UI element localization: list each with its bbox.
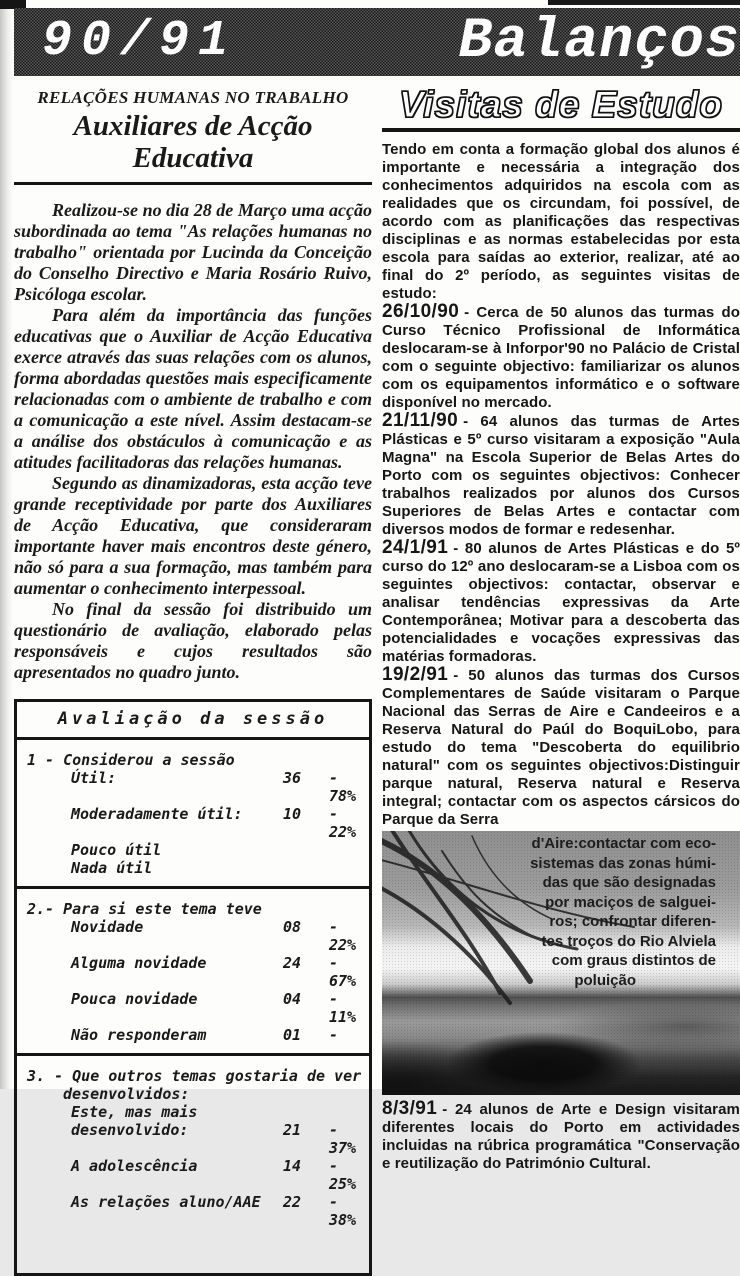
table-row [27, 805, 363, 841]
survey-section-1 [17, 740, 369, 889]
answer-percent [329, 841, 363, 859]
answer-label: A adolescência [71, 1156, 198, 1175]
masthead-year: 90/91 [42, 13, 238, 70]
left-article-column [14, 88, 372, 1276]
masthead-bar [14, 8, 740, 76]
article-paragraph: Para além da importância das funções educativas que o Auxiliar de Acção Educativa exerce através das suas relações com os alunos, forma abordadas questões mais especificamente relacionadas com o ambiente de trabalho e com a comunicação a este nível. Assim destacam-se a análise dos obstáculos à comunicação e as atitudes facilitadoras das relações humanas. [14, 304, 372, 472]
overlay-line: ros; confrontar diferen- [549, 913, 716, 930]
answer-count: 21 [283, 1120, 302, 1139]
answer-label: Nada útil [71, 858, 153, 877]
answer-percent: - [329, 1025, 339, 1044]
visit-text: - 64 alunos das turmas de Artes Plásticas e 5º curso visitaram a exposição "Aula Magna" na Escola Superior de Belas Artes do Porto com os seguintes objectivos: Conhecer trabalhos realizados por alunos dos Cursos Superiores de Belas Artes e contactar com diversos modos de formar e redesenhar. [382, 413, 740, 538]
answer-percent: - 78% [329, 768, 357, 805]
answer-label: As relações aluno/AAE [71, 1192, 261, 1211]
visit-date: 8/3/91 [382, 1098, 438, 1119]
visits-title: Visitas de Estudo [398, 84, 724, 125]
masthead-brand: Balanços [458, 10, 740, 74]
table-row [27, 990, 363, 1026]
visit-date: 24/1/91 [382, 537, 449, 558]
table-row [27, 769, 363, 805]
visit-entry [382, 1100, 740, 1173]
scan-edge-shading [0, 0, 13, 1089]
overlay-line: sistemas das zonas húmi- [530, 854, 716, 872]
visit-text: - Cerca de 50 alunos das turmas do Curso Técnico Profissional de Informática deslocaram-se à Inforpor'90 no Palácio de Cristal com o seguinte objectivo: familiarizar os alunos com os equipamentos informático e o software disponível no mercado. [382, 304, 740, 411]
answer-label: desenvolvido: [71, 1120, 189, 1139]
answer-label: Novidade [71, 917, 144, 936]
table-row [27, 954, 363, 990]
answer-percent: - 38% [329, 1192, 357, 1229]
visit-text: - 80 alunos de Artes Plásticas e do 5º curso do 12º ano deslocaram-se a Lisboa com os seguintes objectivos: contactar, observar e analisar tendências expressivas da Arte Contemporânea; Motivar para a descoberta das potencialidades e vocações expressivas das matérias formadoras. [382, 540, 740, 665]
wetland-photo [382, 831, 740, 1095]
answer-count [283, 841, 329, 859]
visit-date: 21/11/90 [382, 410, 459, 431]
session-evaluation-table [14, 699, 372, 1276]
photo-caption-entry [382, 1100, 740, 1173]
table-row [27, 859, 363, 877]
answer-label: Moderadamente útil: [71, 804, 243, 823]
visits-intro: Tendo em conta a formação global dos alunos é importante e necessária a integração dos conhecimentos adquiridos na escola com as realidades que os circundam, foi possível, de acordo com as planificações das respectivas disciplinas e as normas estabelecidas por esta escola para saídas ao exterior, realizar, até ao final do 2º período, as seguintes visitas de estudo: [382, 141, 740, 302]
survey-question-continued: desenvolvidos: [63, 1084, 190, 1103]
survey-question: 2.- Para si este tema teve [27, 899, 262, 918]
right-article-column [382, 86, 740, 1173]
table-row [27, 1103, 363, 1121]
answer-count: 14 [283, 1156, 302, 1175]
answer-percent: - 25% [329, 1156, 357, 1193]
answer-count: 10 [283, 804, 302, 823]
answer-label: Pouca novidade [71, 989, 198, 1008]
visit-entry [382, 539, 740, 666]
survey-question: 1 - Considerou a sessão [27, 750, 235, 769]
visits-body [382, 141, 740, 829]
answer-percent [329, 1103, 363, 1121]
article-paragraph: Realizou-se no dia 28 de Março uma acção subordinada ao tema "As relações humanas no trabalho" orientada por Lucinda da Conceição do Conselho Directivo e Maria Rosário Ruivo, Psicóloga escolar. [14, 199, 372, 304]
visit-date: 19/2/91 [382, 664, 449, 685]
visits-title-rule [382, 128, 740, 132]
visit-text: - 24 alunos de Arte e Design visitaram diferentes locais do Porto em actividades incluidas na rúbrica programática "Conservação e reutilização do Património Cultural. [382, 1101, 740, 1172]
survey-table-title: Avaliação da sessão [17, 702, 369, 740]
photo-overlay-text [472, 834, 716, 990]
answer-count [283, 1103, 329, 1121]
table-row [27, 1157, 363, 1193]
overlay-line: com graus distintos de [551, 952, 716, 969]
article-body [14, 200, 372, 683]
overlay-line: tes troços do Rio Alviela [541, 932, 716, 950]
survey-section-2 [17, 889, 369, 1056]
visit-entry [382, 666, 740, 829]
scan-top-edge-artifact [548, 0, 740, 5]
answer-label: Este, mas mais [71, 1102, 198, 1121]
answer-count: 24 [283, 953, 302, 972]
overlay-line: poluição [574, 971, 636, 989]
answer-percent: - 67% [329, 953, 357, 990]
survey-section-3 [17, 1056, 369, 1273]
answer-percent: - 22% [329, 917, 357, 954]
article-paragraph: No final da sessão foi distribuido um questionário de avaliação, elaborado pelas responsáveis e cujos resultados são apresentados no quadro junto. [14, 598, 372, 682]
table-row [27, 918, 363, 954]
overlay-line: das que são designadas [542, 874, 716, 891]
answer-percent: - 11% [329, 989, 357, 1026]
visit-text: - 50 alunos das turmas dos Cursos Complementares de Saúde visitaram o Parque Nacional das Serras de Aire e Candeeiros e a Reserva Natural do Paúl do BoquiLobo, para estudo do tema "Descoberta do equilibrio natural" com os seguintes objectivos:Distinguir parque natural, Reserva natural e Reserva integral; contactar com os aspectos cársicos do Parque da Serra [382, 667, 740, 828]
answer-count: 22 [283, 1192, 302, 1211]
article-kicker: RELAÇÕES HUMANAS NO TRABALHO [37, 88, 349, 107]
answer-label: Não responderam [71, 1025, 207, 1044]
overlay-line: d'Aire:contactar com eco- [531, 835, 716, 852]
visit-entry [382, 303, 740, 412]
answer-label: Alguma novidade [71, 953, 207, 972]
visit-date: 26/10/90 [382, 301, 460, 322]
answer-count [283, 859, 329, 877]
survey-question: 3. - Que outros temas gostaria de ver [27, 1066, 362, 1085]
table-row [27, 841, 363, 859]
answer-label: Pouco útil [71, 840, 162, 859]
answer-count: 36 [283, 768, 302, 787]
answer-percent: - 22% [329, 804, 357, 841]
answer-percent: - 37% [329, 1120, 357, 1157]
visit-entry [382, 412, 740, 539]
table-row [27, 1026, 363, 1044]
table-row [27, 1121, 363, 1157]
article-title: Auxiliares de Acção Educativa [73, 110, 313, 174]
answer-count: 04 [283, 989, 302, 1008]
answer-count: 08 [283, 917, 302, 936]
answer-label: Útil: [71, 768, 117, 787]
answer-percent [329, 859, 363, 877]
answer-count: 01 [283, 1025, 302, 1044]
title-rule [14, 182, 372, 185]
table-row [27, 1193, 363, 1229]
overlay-line: por maciços de salguei- [545, 893, 716, 911]
article-paragraph: Segundo as dinamizadoras, esta acção teve grande receptividade por parte dos Auxiliares de Acção Educativa, que consideraram importante haver mais encontros deste género, não só para a sua formação, mas também para aumentar o conhecimento interpessoal. [14, 472, 372, 598]
